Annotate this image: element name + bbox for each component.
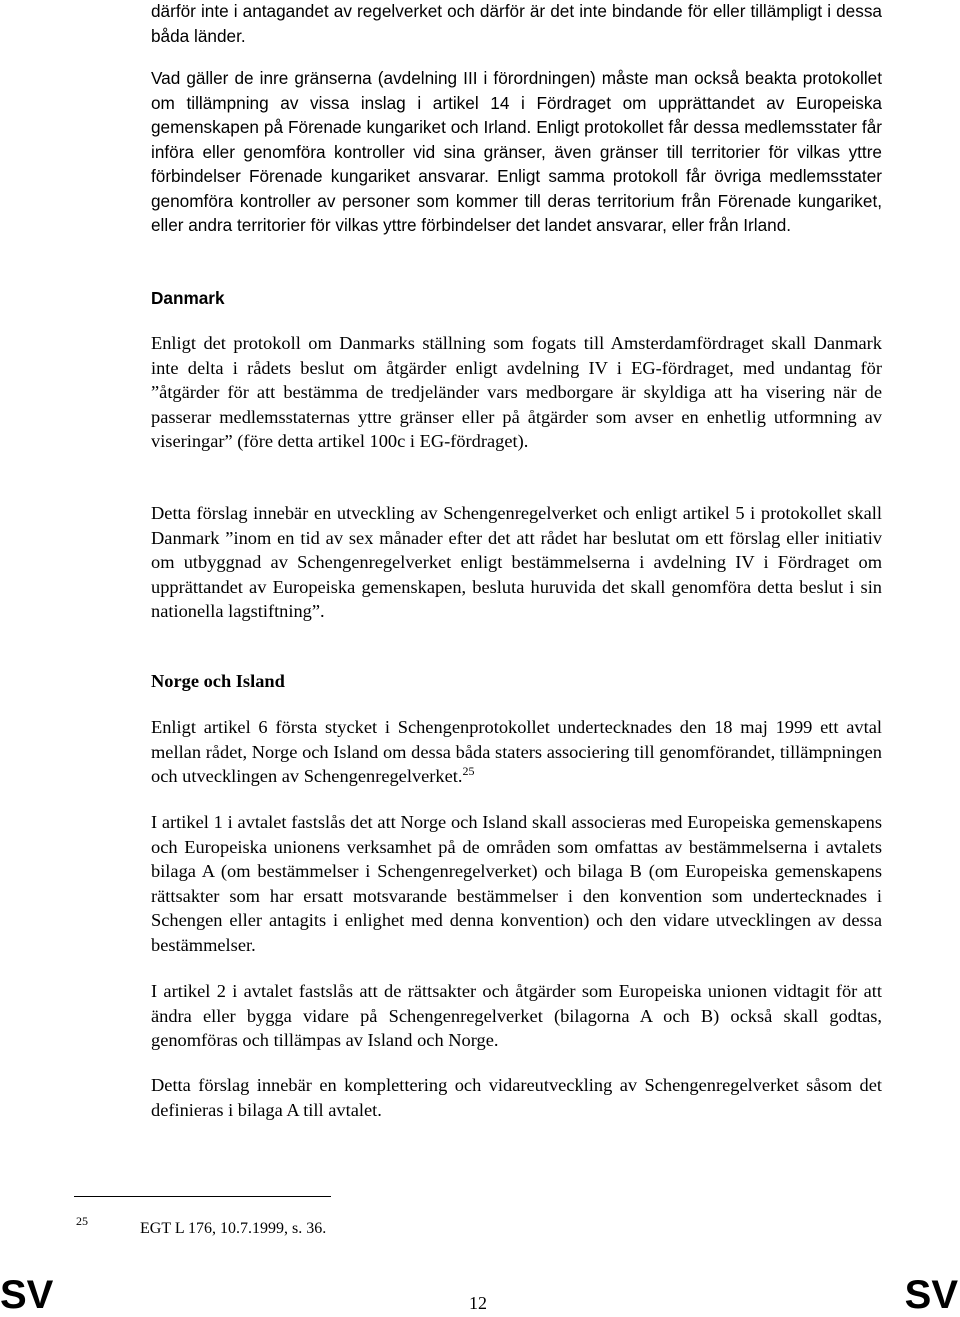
section-heading-norge-island: Norge och Island — [151, 671, 285, 691]
paragraph-part: Vad gäller de inre gränserna (avdelning III i förordningen) måste man också beakta protokollet om tillämpning av vissa inslag i artikel 14 i Fördraget om upprättandet av Europeiska gemenskapen på Förenade kungariket och Irland. Enligt protokollet får dessa medlemsstater får införa eller genomföra kontroller vid sina gränser, även gränser till territorier för vilkas yttre förbindelser Förenade kungariket ansvarar. — [151, 68, 882, 186]
section-heading-danmark: Danmark — [151, 288, 225, 308]
page-number: 12 — [469, 1293, 487, 1313]
paragraph-text: I artikel 1 i avtalet fastslås det att Norge och Island skall associeras med Europeiska gemenskapens och Europeiska unionens verksamhet på de områden som omfattas av bestämmelserna i avtalets bilaga A (om bestämmelser i Schengenregelverket) och bilaga B (om Europeiska gemenskapens rättsakter som har ersatt motsvarande bestämmelser i den konvention som undertecknades i Schengen eller antagits i enlighet med denna konvention) och den vidare utvecklingen av dessa bestämmelser. — [151, 812, 882, 955]
paragraph-danmark-protocol — [151, 331, 882, 454]
paragraph-article-1 — [151, 810, 882, 957]
footnote-mark: 25 — [76, 1214, 88, 1228]
paragraph-text — [151, 715, 882, 789]
paragraph-supplement — [151, 1073, 882, 1122]
paragraph-text: I artikel 2 i avtalet fastslås att de rättsakter och åtgärder som Europeiska unionen vidtagit för att ändra eller bygga vidare på Schengenregelverket (bilagorna A och B) också skall godtas, genomföras och tillämpas av Island och Norge. — [151, 981, 882, 1050]
paragraph-part: Enligt artikel 6 första stycket i Schengenprotokollet undertecknades den 18 maj 1999 ett avtal mellan rådet, Norge och Island om dessa båda staters associering till genomförandet, tillämpningen och utvecklingen av Schengenregelverket. — [151, 717, 882, 786]
language-code-right: SV — [904, 1273, 958, 1317]
paragraph-article-2 — [151, 979, 882, 1053]
paragraph-text — [151, 66, 882, 238]
paragraph-text: Enligt det protokoll om Danmarks ställning som fogats till Amsterdamfördraget skall Danmark inte delta i rådets beslut om åtgärder enligt avdelning IV i EG-fördraget, med undantag för ”åtgärder för att bestämma de tredjeländer vars medborgare är skyldiga att ha visering när de passerar medlemsstaternas yttre gränser eller på åtgärder som avser en enhetlig utformning av viseringar” (före detta artikel 100c i EG-fördraget). — [151, 333, 882, 451]
paragraph-text: Detta förslag innebär en utveckling av Schengenregelverket och enligt artikel 5 i protokollet skall Danmark ”inom en tid av sex månader efter det att rådet har beslutat om ett förslag eller initiativ om utbyggnad av Schengenregelverket enligt bestämmelserna i avdelning IV i Fördraget om upprättandet av Europeiska gemenskapen, besluta huruvida det skall genomföra detta beslut i sin nationella lagstiftning”. — [151, 503, 882, 621]
paragraph-inner-borders — [151, 66, 882, 238]
paragraph-text: därför inte i antagandet av regelverket och därför är det inte bindande för eller tillämpligt i dessa båda länder. — [151, 1, 882, 46]
footnote-separator — [74, 1196, 331, 1197]
footnote-text: EGT L 176, 10.7.1999, s. 36. — [140, 1220, 327, 1237]
paragraph-continuation — [151, 0, 882, 48]
language-code-left: SV — [0, 1273, 54, 1317]
footnote-reference[interactable]: 25 — [462, 764, 475, 778]
paragraph-text: Detta förslag innebär en komplettering och vidareutveckling av Schengenregelverket såsom det definieras i bilaga A till avtalet. — [151, 1075, 882, 1120]
paragraph-schengen-agreement — [151, 715, 882, 789]
paragraph-part: Enligt samma protokoll får övriga medlemsstater genomföra kontroller av personer som kommer till deras territorium från Förenade kungariket, eller andra territorier för vilkas yttre förbindelser det landet ansvarar, eller från Irland. — [151, 166, 882, 235]
paragraph-danmark-proposal — [151, 501, 882, 624]
